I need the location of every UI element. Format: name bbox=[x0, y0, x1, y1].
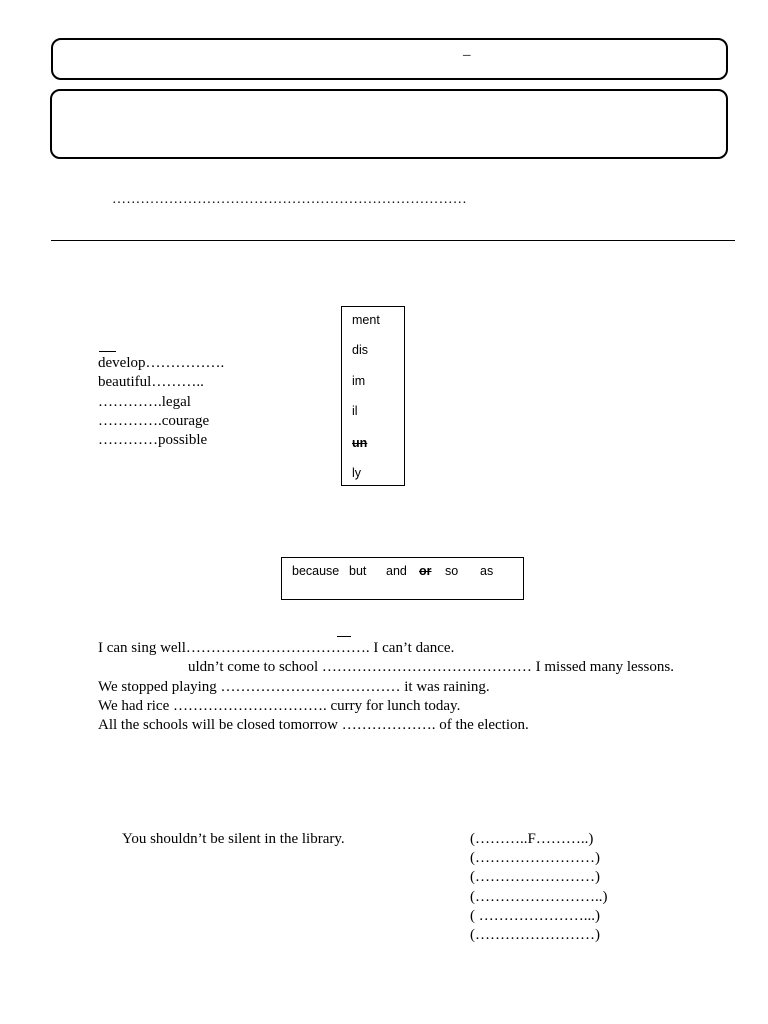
sentence-item[interactable]: We stopped playing ……………………………… it was raining. bbox=[98, 679, 490, 695]
affix-item: il bbox=[352, 404, 358, 418]
affix-item: ly bbox=[352, 466, 362, 480]
word-item[interactable]: beautiful……….. bbox=[98, 374, 204, 390]
word-item[interactable]: ………….courage bbox=[98, 413, 210, 429]
word-item[interactable]: …………possible bbox=[98, 432, 208, 448]
affix-item: im bbox=[352, 374, 366, 388]
header-info-box bbox=[50, 89, 728, 159]
connector-word: but bbox=[349, 564, 367, 578]
answer-blank[interactable]: (………..F………..) bbox=[470, 831, 594, 847]
answer-blank[interactable]: ( …………………...) bbox=[470, 908, 600, 924]
header-title-box bbox=[51, 38, 728, 80]
connector-box bbox=[281, 557, 524, 600]
word-item[interactable]: develop……………. bbox=[98, 355, 225, 371]
connector-word: and bbox=[386, 564, 407, 578]
sentence-item[interactable]: All the schools will be closed tomorrow ………………. of the election. bbox=[98, 717, 529, 733]
sentence-item[interactable]: I can sing well………………………………. I can’t dance. bbox=[98, 640, 455, 656]
answer-blank[interactable]: (……………………) bbox=[470, 927, 600, 943]
header-dash-mark: – bbox=[463, 47, 471, 63]
statement-text: You shouldn’t be silent in the library. bbox=[122, 831, 345, 847]
affix-box bbox=[341, 306, 405, 486]
answer-blank[interactable]: (……………………) bbox=[470, 850, 600, 866]
affix-item-crossed: un bbox=[352, 436, 368, 450]
example-underline-mark bbox=[99, 351, 116, 352]
connector-word: because bbox=[292, 564, 340, 578]
connector-word: as bbox=[480, 564, 494, 578]
answer-blank[interactable]: (……………………) bbox=[470, 869, 600, 885]
connector-word-crossed: or bbox=[419, 564, 432, 578]
answer-blank[interactable]: (……………………..) bbox=[470, 889, 608, 905]
sentence-item[interactable]: uldn’t come to school …………………………………… I missed many lessons. bbox=[188, 659, 674, 675]
word-item[interactable]: ………….legal bbox=[98, 394, 191, 410]
example-underline-mark bbox=[337, 636, 351, 637]
affix-item: ment bbox=[352, 313, 380, 327]
sentence-item[interactable]: We had rice …………………………. curry for lunch today. bbox=[98, 698, 461, 714]
section-divider bbox=[51, 240, 735, 241]
name-dotted-line[interactable]: ………………………………………………………………… bbox=[112, 192, 467, 207]
connector-word: so bbox=[445, 564, 459, 578]
affix-item: dis bbox=[352, 343, 368, 357]
